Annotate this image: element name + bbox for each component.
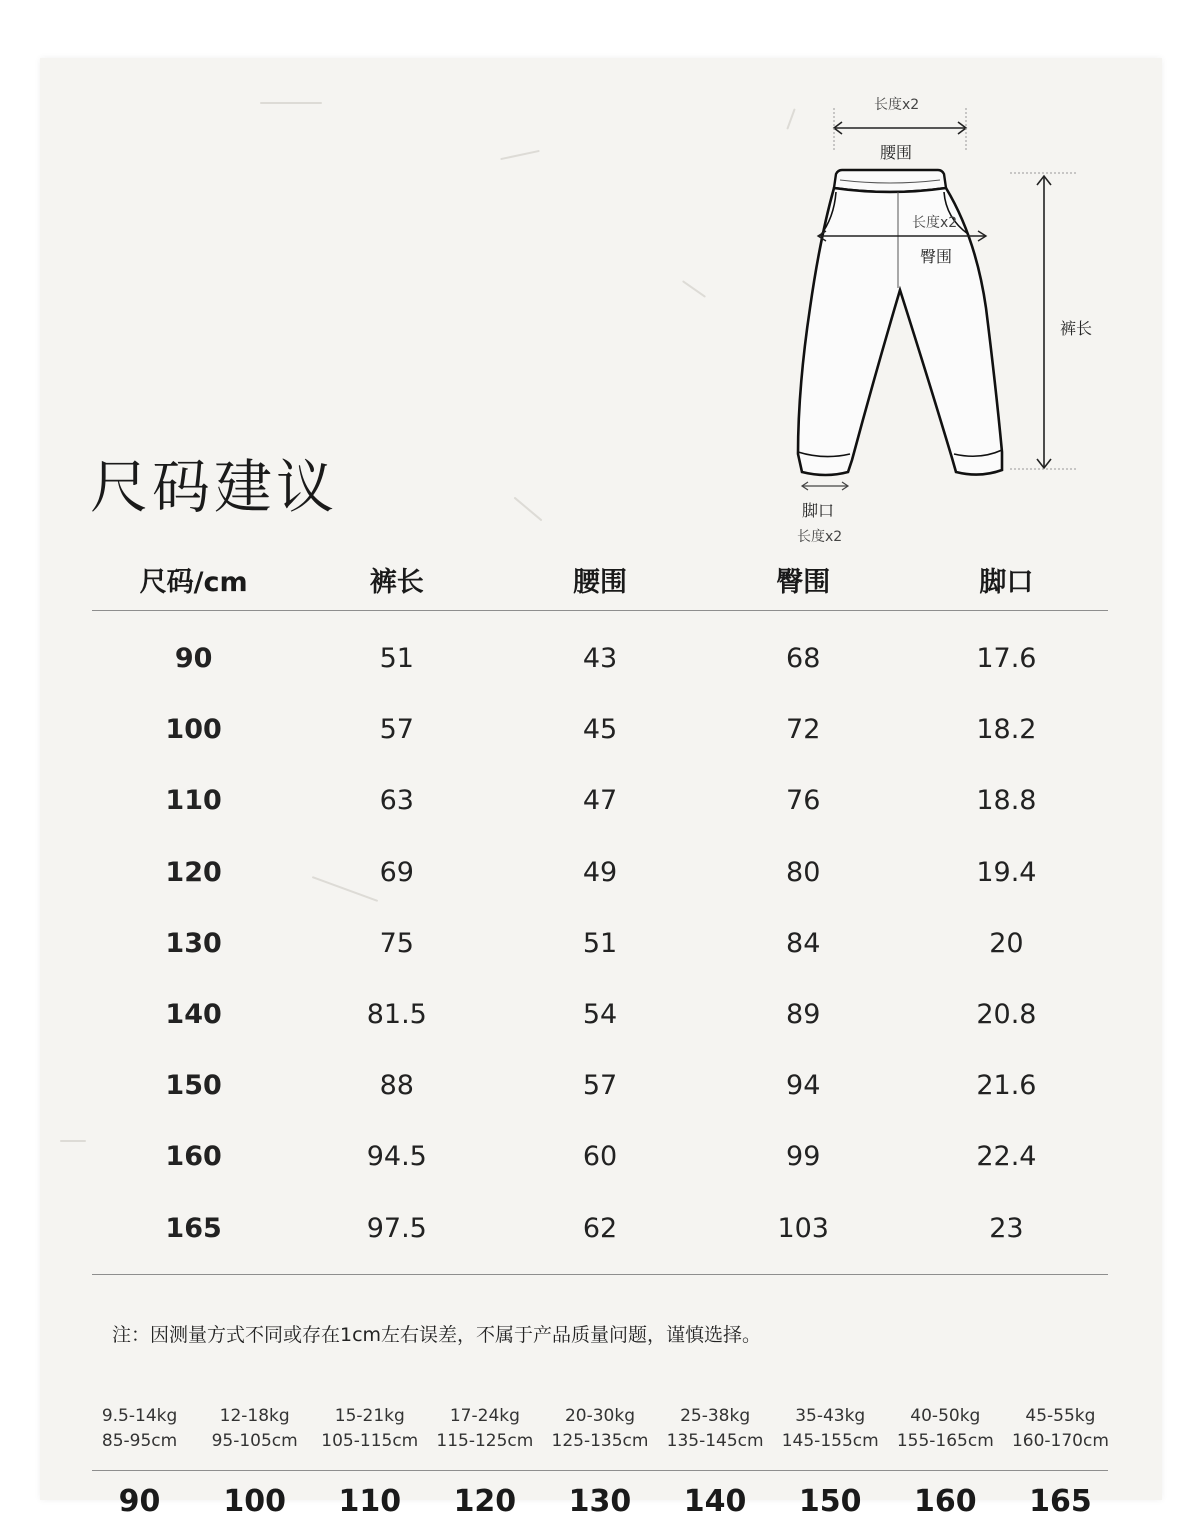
reference-height: 135-145cm bbox=[666, 1431, 764, 1451]
length-cell: 69 bbox=[379, 856, 414, 888]
table-row bbox=[92, 979, 1108, 1050]
reference-cell bbox=[1003, 1404, 1118, 1454]
size-label: 110 bbox=[338, 1484, 402, 1519]
size-cell: 90 bbox=[174, 643, 213, 675]
size-label: 100 bbox=[223, 1484, 286, 1519]
reference-height: 125-135cm bbox=[551, 1431, 649, 1451]
table-row bbox=[92, 765, 1108, 836]
cuff-cell: 20 bbox=[989, 927, 1024, 959]
size-cell: 100 bbox=[165, 714, 222, 746]
reference-cell bbox=[658, 1404, 773, 1454]
column-header-length: 裤长 bbox=[369, 566, 424, 598]
table-row bbox=[92, 623, 1108, 694]
cuff-cell: 20.8 bbox=[976, 999, 1037, 1031]
hip-label: 臀围 bbox=[920, 247, 953, 266]
reference-cell bbox=[312, 1404, 427, 1454]
hip-cell: 103 bbox=[777, 1212, 829, 1244]
size-label: 160 bbox=[914, 1484, 977, 1519]
size-label: 150 bbox=[798, 1484, 862, 1519]
column-header-size: 尺码/cm bbox=[139, 566, 248, 598]
reference-height: 85-95cm bbox=[101, 1431, 178, 1451]
size-cell: 150 bbox=[165, 1070, 222, 1102]
size-cell: 140 bbox=[165, 999, 222, 1031]
disclaimer-note: 注：因测量方式不同或存在1cm左右误差，不属于产品质量问题，谨慎选择。 bbox=[112, 1324, 762, 1346]
reference-cell bbox=[427, 1404, 542, 1454]
table-row bbox=[92, 1050, 1108, 1121]
size-label: 90 bbox=[118, 1484, 161, 1519]
reference-height: 155-165cm bbox=[896, 1431, 994, 1451]
size-label: 120 bbox=[453, 1484, 517, 1519]
waist-dimension-label: 长度x2 bbox=[874, 97, 920, 113]
size-label: 140 bbox=[683, 1484, 747, 1519]
table-bottom-rule bbox=[92, 1274, 1108, 1275]
table-row bbox=[92, 694, 1108, 765]
table-row bbox=[92, 908, 1108, 979]
size-labels-row bbox=[82, 1484, 1118, 1519]
weight-height-reference bbox=[82, 1404, 1118, 1454]
reference-weight: 9.5-14kg bbox=[101, 1406, 178, 1426]
reference-height: 145-155cm bbox=[781, 1431, 879, 1451]
reference-height: 115-125cm bbox=[436, 1431, 534, 1451]
paper-fleck bbox=[682, 280, 706, 298]
column-header-cuff: 脚口 bbox=[979, 566, 1034, 598]
length-cell: 57 bbox=[379, 714, 414, 746]
waist-cell: 43 bbox=[582, 643, 618, 675]
length-cell: 63 bbox=[379, 785, 414, 817]
hip-dimension-label: 长度x2 bbox=[912, 215, 958, 231]
reference-weight: 35-43kg bbox=[795, 1406, 866, 1426]
hip-cell: 89 bbox=[786, 999, 821, 1031]
length-cell: 81.5 bbox=[366, 999, 427, 1031]
reference-weight: 40-50kg bbox=[910, 1406, 981, 1426]
waist-cell: 49 bbox=[582, 856, 618, 888]
page-title: 尺码建议 bbox=[90, 453, 339, 521]
length-cell: 94.5 bbox=[366, 1141, 427, 1173]
cuff-cell: 19.4 bbox=[976, 856, 1037, 888]
table-row bbox=[92, 1121, 1108, 1192]
reference-weight: 25-38kg bbox=[680, 1406, 751, 1426]
size-cell: 160 bbox=[165, 1141, 222, 1173]
reference-weight: 12-18kg bbox=[219, 1406, 290, 1426]
size-cell: 120 bbox=[165, 856, 222, 888]
reference-weight: 15-21kg bbox=[334, 1406, 405, 1426]
hip-cell: 94 bbox=[786, 1070, 821, 1102]
reference-cell bbox=[197, 1404, 312, 1454]
column-header-waist: 腰围 bbox=[573, 566, 627, 598]
hip-cell: 84 bbox=[786, 927, 821, 959]
length-label: 裤长 bbox=[1060, 319, 1093, 338]
reference-height: 160-170cm bbox=[1011, 1431, 1109, 1451]
pants-diagram bbox=[780, 88, 1100, 548]
reference-cell bbox=[542, 1404, 657, 1454]
table-header-row bbox=[92, 548, 1108, 610]
size-table bbox=[92, 548, 1108, 1275]
cuff-cell: 17.6 bbox=[976, 643, 1037, 675]
waist-cell: 45 bbox=[582, 714, 618, 746]
waist-cell: 62 bbox=[582, 1212, 618, 1244]
reference-cell bbox=[82, 1404, 197, 1454]
reference-height: 95-105cm bbox=[211, 1431, 298, 1451]
waist-cell: 47 bbox=[582, 785, 618, 817]
reference-cell bbox=[888, 1404, 1003, 1454]
hip-cell: 68 bbox=[786, 643, 821, 675]
length-cell: 51 bbox=[379, 643, 414, 675]
hip-cell: 99 bbox=[786, 1141, 821, 1173]
cuff-cell: 18.2 bbox=[976, 714, 1037, 746]
paper-fleck bbox=[260, 102, 322, 104]
hip-cell: 76 bbox=[786, 785, 821, 817]
length-cell: 97.5 bbox=[366, 1212, 427, 1244]
cuff-label: 脚口 bbox=[802, 501, 835, 520]
size-label: 165 bbox=[1029, 1484, 1092, 1519]
reference-divider bbox=[92, 1470, 1108, 1471]
paper-fleck bbox=[500, 150, 540, 160]
reference-weight: 45-55kg bbox=[1025, 1406, 1096, 1426]
size-label: 130 bbox=[568, 1484, 632, 1519]
waist-cell: 57 bbox=[582, 1070, 618, 1102]
table-row bbox=[92, 1193, 1108, 1264]
cuff-cell: 18.8 bbox=[976, 785, 1037, 817]
waist-cell: 60 bbox=[582, 1141, 618, 1173]
paper-fleck bbox=[60, 1140, 86, 1142]
reference-height: 105-115cm bbox=[321, 1431, 419, 1451]
reference-weight: 20-30kg bbox=[564, 1406, 636, 1426]
cuff-cell: 21.6 bbox=[976, 1070, 1037, 1102]
pants-outline-icon bbox=[780, 88, 1100, 548]
cuff-cell: 23 bbox=[989, 1212, 1024, 1244]
table-row bbox=[92, 837, 1108, 908]
column-header-hip: 臀围 bbox=[776, 566, 831, 598]
waist-cell: 54 bbox=[582, 999, 618, 1031]
size-cell: 130 bbox=[165, 927, 222, 959]
hip-cell: 80 bbox=[786, 856, 821, 888]
waist-label: 腰围 bbox=[880, 143, 913, 162]
size-cell: 110 bbox=[165, 785, 222, 817]
cuff-dimension-label: 长度x2 bbox=[797, 529, 843, 545]
length-cell: 75 bbox=[379, 927, 414, 959]
length-cell: 88 bbox=[379, 1070, 414, 1102]
paper-fleck bbox=[514, 497, 543, 522]
size-cell: 165 bbox=[165, 1212, 222, 1244]
reference-cell bbox=[773, 1404, 888, 1454]
hip-cell: 72 bbox=[786, 714, 821, 746]
waist-cell: 51 bbox=[582, 927, 618, 959]
cuff-cell: 22.4 bbox=[976, 1141, 1037, 1173]
reference-weight: 17-24kg bbox=[449, 1406, 520, 1426]
